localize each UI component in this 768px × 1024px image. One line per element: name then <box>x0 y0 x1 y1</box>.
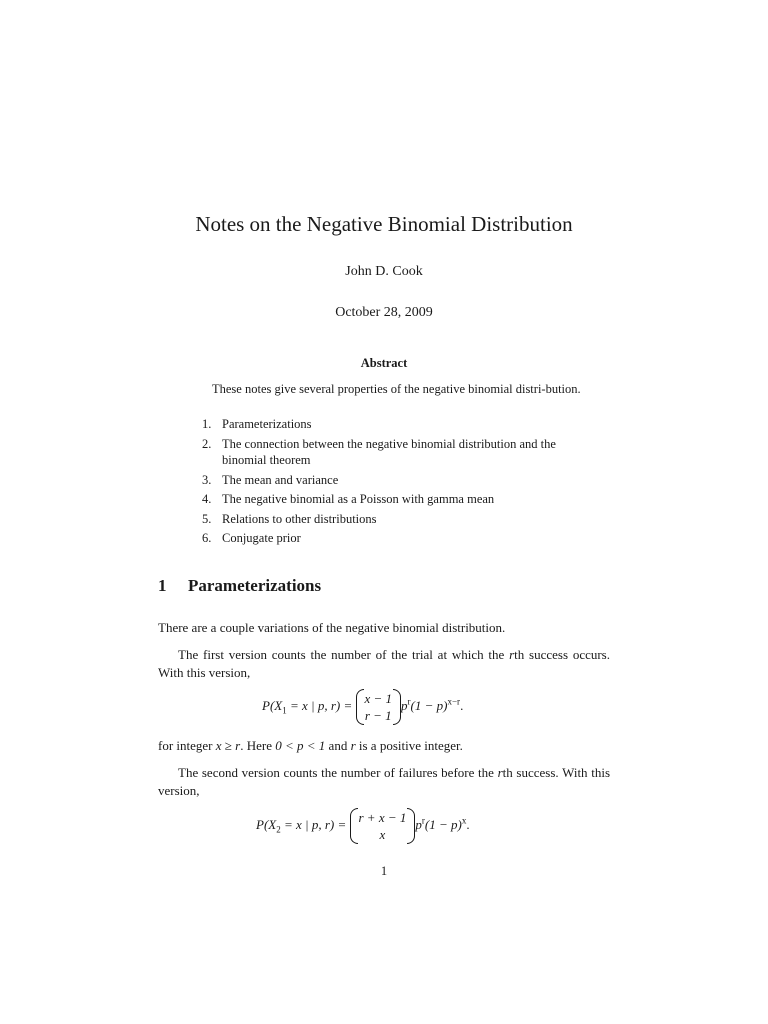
list-item-number: 1. <box>202 417 212 431</box>
eq-lhs: P(X <box>262 697 283 713</box>
text-span: th success. With this version, <box>158 765 610 798</box>
eq-end: . <box>466 816 470 832</box>
binom-top: x − 1 <box>364 691 393 706</box>
eq-rhs-p: p <box>415 816 422 832</box>
binomial-coefficient <box>356 690 402 724</box>
eq-sup: r <box>421 815 425 826</box>
math-var-r: r <box>497 765 503 780</box>
equation-first-version <box>262 690 463 724</box>
abstract-heading: Abstract <box>360 356 408 370</box>
paragraph-intro: There are a couple variations of the negative binomial distribution. <box>158 620 506 635</box>
math-var-r: r <box>350 738 356 753</box>
binom-top: r + x − 1 <box>358 810 407 825</box>
text-span: The first version counts the number of the trial at which the <box>178 647 510 662</box>
text-span: . Here <box>240 738 276 753</box>
eq-sub: 2 <box>276 824 281 835</box>
eq-rhs: (1 − p) <box>410 697 448 713</box>
publication-date: October 28, 2009 <box>335 305 433 320</box>
math-expr: 0 < p < 1 <box>275 738 326 753</box>
eq-sup: r <box>407 696 411 707</box>
paragraph-first-version <box>158 646 610 681</box>
text-span: The second version counts the number of failures before the <box>178 765 498 780</box>
list-item-number: 4. <box>202 492 212 506</box>
list-item <box>202 436 582 469</box>
eq-mid: = x | p, r) = <box>286 697 353 713</box>
abstract-body: These notes give several properties of the negative binomial distri-bution. <box>212 382 581 396</box>
eq-end: . <box>460 697 464 713</box>
list-item-text: The negative binomial as a Poisson with gamma mean <box>222 492 495 506</box>
eq-sup: x−r <box>447 696 461 707</box>
list-item-number: 2. <box>202 436 212 451</box>
text-span: for integer <box>158 738 216 753</box>
eq-sub: 1 <box>282 705 287 716</box>
list-item <box>202 416 582 433</box>
page-number: 1 <box>380 864 388 878</box>
list-item-number: 3. <box>202 472 212 487</box>
binomial-coefficient <box>350 809 416 843</box>
list-item <box>202 472 582 489</box>
list-item-text: The connection between the negative binomial distribution and the binomial theorem <box>222 436 556 467</box>
list-item-text: The mean and variance <box>222 472 339 487</box>
eq-rhs-p: p <box>401 697 408 713</box>
paper-title: Notes on the Negative Binomial Distribution <box>195 212 573 236</box>
eq-sup: x <box>461 815 467 826</box>
list-item-number: 6. <box>202 531 212 545</box>
eq-mid: = x | p, r) = <box>280 816 347 832</box>
text-span: is a positive integer. <box>355 738 463 753</box>
section-heading <box>158 574 321 598</box>
list-item-text: Relations to other distributions <box>222 511 377 526</box>
section-number: 1 <box>158 576 167 595</box>
math-var-r: r <box>509 647 515 662</box>
section-title: Parameterizations <box>188 576 322 595</box>
text-span: and <box>325 738 351 753</box>
list-item <box>202 511 582 528</box>
list-item-text: Parameterizations <box>222 417 312 431</box>
list-item-text: Conjugate prior <box>222 531 301 545</box>
list-item <box>202 530 582 547</box>
math-expr: x ≥ r <box>215 738 241 753</box>
author-name: John D. Cook <box>345 264 423 279</box>
paragraph-second-version <box>158 764 610 799</box>
eq-lhs: P(X <box>256 816 277 832</box>
equation-second-version <box>256 809 470 843</box>
list-item <box>202 491 582 508</box>
binom-bottom: x <box>379 827 386 842</box>
binom-bottom: r − 1 <box>364 708 392 723</box>
paragraph-integer-condition <box>158 737 610 755</box>
eq-rhs: (1 − p) <box>424 816 462 832</box>
abstract-list <box>202 416 582 550</box>
text-span: th success occurs. With this version, <box>158 647 610 680</box>
list-item-number: 5. <box>202 511 212 526</box>
